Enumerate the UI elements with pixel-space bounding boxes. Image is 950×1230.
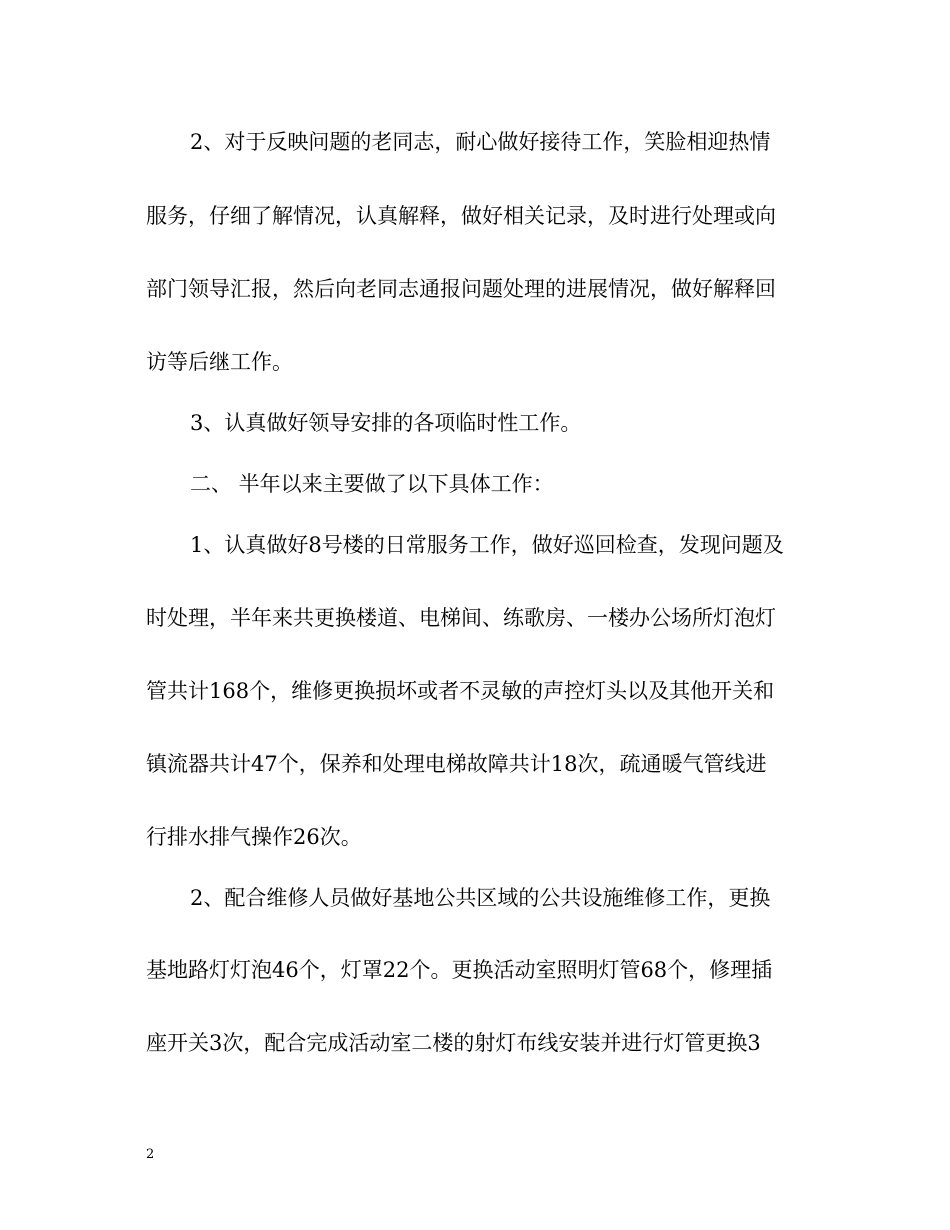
paragraph-line: 1、认真做好8号楼的日常服务工作，做好巡回检查，发现问题及 xyxy=(190,533,784,557)
paragraph-line: 座开关3次，配合完成活动室二楼的射灯布线安装并进行灯管更换3 xyxy=(146,1031,761,1055)
paragraph-line: 访等后继工作。 xyxy=(146,350,293,374)
paragraph-line: 镇流器共计47个，保养和处理电梯故障共计18次，疏通暖气管线进 xyxy=(146,752,767,776)
paragraph-line: 2、配合维修人员做好基地公共区域的公共设施维修工作，更换 xyxy=(190,886,771,910)
paragraph-line: 2、对于反映问题的老同志，耐心做好接待工作，笑脸相迎热情 xyxy=(190,130,771,154)
paragraph-line: 管共计168个，维修更换损坏或者不灵敏的声控灯头以及其他开关和 xyxy=(146,679,775,703)
paragraph-line: 3、认真做好领导安排的各项临时性工作。 xyxy=(190,411,582,435)
section-heading: 二、 半年以来主要做了以下具体工作： xyxy=(190,472,554,496)
paragraph-line: 基地路灯灯泡46个，灯罩22个。更换活动室照明灯管68个，修理插 xyxy=(146,958,773,982)
paragraph-line: 行排水排气操作26次。 xyxy=(146,825,362,849)
paragraph-line: 时处理，半年来共更换楼道、电梯间、练歌房、一楼办公场所灯泡灯 xyxy=(146,606,776,630)
paragraph-line: 部门领导汇报，然后向老同志通报问题处理的进展情况，做好解释回 xyxy=(146,277,776,301)
paragraph-line: 服务，仔细了解情况，认真解释，做好相关记录，及时进行处理或向 xyxy=(146,204,776,228)
page-number: 2 xyxy=(146,1147,155,1162)
